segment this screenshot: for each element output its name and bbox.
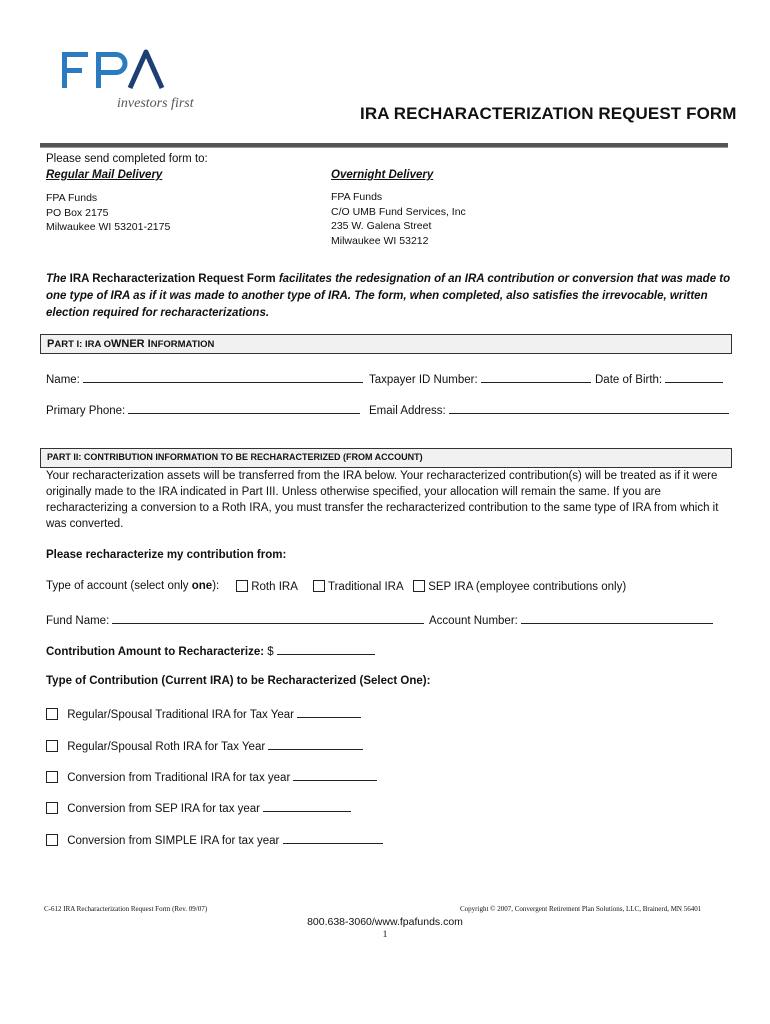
account-type-label-text: Type of account (select only — [46, 580, 192, 592]
copyright-notice: Copyright © 2007, Convergent Retirement Plan Solutions, LLC, Brainerd, MN 56401 — [460, 905, 702, 913]
fpa-logo-mark — [60, 44, 210, 104]
fund-name-field[interactable] — [112, 612, 424, 624]
email-row — [369, 402, 729, 417]
contrib-option-row[interactable] — [46, 800, 351, 815]
tax-year-field[interactable] — [297, 706, 361, 718]
contrib-option-row[interactable] — [46, 769, 377, 784]
page-number: 1 — [382, 930, 388, 940]
title-divider — [40, 143, 728, 148]
logo-tagline: investors first — [117, 96, 194, 111]
part1-header-text: WNER — [111, 338, 148, 350]
dob-label: Date of Birth: — [595, 374, 663, 386]
tax-year-field[interactable] — [293, 769, 377, 781]
fund-name-row — [46, 612, 424, 627]
address-line: 235 W. Galena Street — [331, 220, 432, 232]
account-number-field[interactable] — [521, 612, 713, 624]
overnight-address — [331, 190, 466, 248]
contrib-option-row[interactable] — [46, 738, 363, 753]
address-line: PO Box 2175 — [46, 206, 109, 219]
contrib-option-checkbox[interactable] — [46, 834, 58, 846]
contrib-option-checkbox[interactable] — [46, 802, 58, 814]
email-field[interactable] — [449, 402, 729, 414]
phone-field[interactable] — [128, 402, 360, 414]
part2-header: PART II: CONTRIBUTION INFORMATION TO BE RECHARACTERIZED (FROM ACCOUNT) — [40, 448, 732, 468]
tax-year-field[interactable] — [268, 738, 363, 750]
traditional-ira-option[interactable] — [313, 580, 404, 593]
address-line: FPA Funds — [46, 192, 98, 204]
dob-field[interactable] — [665, 371, 723, 383]
traditional-ira-checkbox[interactable] — [313, 580, 325, 592]
account-number-row — [429, 612, 713, 627]
part1-header-text: ART I: IRA O — [54, 339, 111, 350]
contrib-option-row[interactable] — [46, 832, 383, 847]
sep-ira-checkbox[interactable] — [413, 580, 425, 592]
part1-header — [40, 334, 732, 354]
phone-label: Primary Phone: — [46, 405, 126, 417]
recharacterize-from-label: Please recharacterize my contribution from: — [46, 549, 287, 561]
email-label: Email Address: — [369, 405, 446, 417]
roth-ira-label: Roth IRA — [251, 581, 298, 593]
address-line: FPA Funds — [331, 191, 383, 203]
form-number: C-612 IRA Recharacterization Request Form (Rev. 09/07) — [44, 905, 208, 913]
overnight-heading: Overnight Delivery — [331, 169, 434, 181]
name-field[interactable] — [83, 371, 363, 383]
tax-year-field[interactable] — [283, 832, 383, 844]
part1-header-text: P — [47, 338, 55, 350]
contrib-option-label: Regular/Spousal Traditional IRA for Tax Year — [67, 709, 294, 721]
form-title: IRA RECHARACTERIZATION REQUEST FORM — [360, 104, 737, 123]
part1-header-text: NFORMATION — [150, 339, 215, 350]
contrib-option-label: Conversion from Traditional IRA for tax year — [67, 772, 291, 784]
account-type-label-emphasis: one — [191, 580, 213, 592]
traditional-ira-label: Traditional IRA — [328, 581, 404, 593]
contrib-option-checkbox[interactable] — [46, 771, 58, 783]
intro-form-name: IRA Recharacterization Request Form — [69, 273, 276, 285]
contribution-type-heading: Type of Contribution (Current IRA) to be Recharacterized (Select One): — [46, 675, 431, 687]
roth-ira-option[interactable] — [236, 580, 298, 593]
intro-lead: The — [46, 273, 70, 285]
tax-year-field[interactable] — [263, 800, 351, 812]
taxpayer-id-field[interactable] — [481, 371, 591, 383]
contrib-option-label: Conversion from SEP IRA for tax year — [67, 803, 261, 815]
roth-ira-checkbox[interactable] — [236, 580, 248, 592]
part1-header-text: I — [147, 338, 151, 350]
regular-mail-heading: Regular Mail Delivery — [46, 169, 163, 181]
phone-row — [46, 402, 360, 417]
part2-paragraph: Your recharacterization assets will be transferred from the IRA below. Your recharacterized contribution(s) will be treated as if it were originally made to the IRA indicated in Part III. Unless otherwise specified, your allocation will remain the same. If you are recharacterizing a conversion to a Roth IRA, you must transfer the recharacterized contribution to the same type of IRA from which it was converted. — [46, 470, 719, 530]
contrib-option-checkbox[interactable] — [46, 708, 58, 720]
contrib-option-row[interactable] — [46, 706, 361, 721]
name-label: Name: — [46, 374, 80, 386]
dob-row — [595, 371, 723, 386]
account-type-row — [46, 580, 219, 592]
address-line: C/O UMB Fund Services, Inc — [331, 205, 466, 218]
contrib-option-checkbox[interactable] — [46, 740, 58, 752]
account-number-label: Account Number: — [429, 615, 518, 627]
regular-mail-address — [46, 191, 170, 235]
sep-ira-option[interactable] — [413, 580, 626, 593]
send-to-label: Please send completed form to: — [46, 153, 208, 165]
sep-ira-label: SEP IRA (employee contributions only) — [428, 581, 627, 593]
intro-rest: facilitates the redesignation of an IRA contribution or conversion that was made to one type of IRA as if it was made to another type of IRA. The form, when completed, also satisfies the irrevocable, written election required for recharacterizations. — [46, 273, 731, 319]
taxpayer-row — [369, 371, 591, 386]
contrib-option-label: Conversion from SIMPLE IRA for tax year — [67, 835, 280, 847]
taxpayer-label: Taxpayer ID Number: — [369, 374, 478, 386]
amount-currency: $ — [267, 646, 274, 658]
account-type-label-text: ): — [212, 580, 220, 592]
intro-paragraph — [46, 271, 736, 322]
address-line: Milwaukee WI 53201-2175 — [46, 221, 171, 233]
name-row — [46, 371, 363, 386]
amount-label: Contribution Amount to Recharacterize: — [46, 646, 265, 658]
fund-name-label: Fund Name: — [46, 615, 110, 627]
contact-info: 800.638-3060/www.fpafunds.com — [307, 916, 463, 928]
contrib-option-label: Regular/Spousal Roth IRA for Tax Year — [67, 741, 266, 753]
amount-field[interactable] — [277, 643, 375, 655]
amount-row — [46, 643, 375, 658]
account-type-label — [46, 580, 219, 592]
address-line: Milwaukee WI 53212 — [331, 234, 429, 247]
